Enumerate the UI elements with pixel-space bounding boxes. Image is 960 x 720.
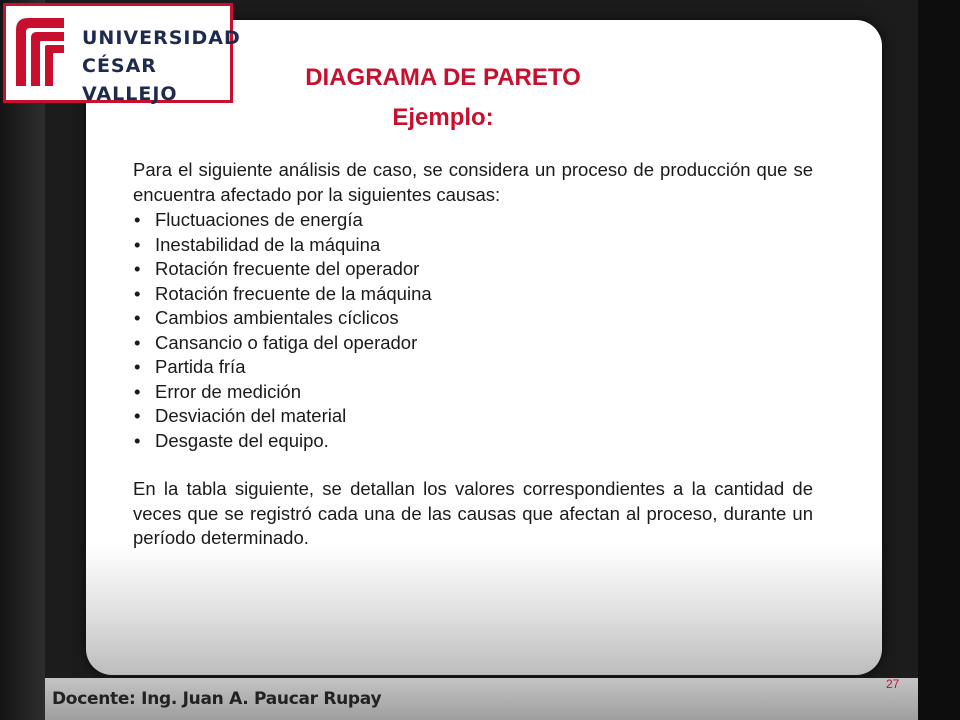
logo-line-2: CÉSAR VALLEJO (82, 55, 178, 105)
slide-title: DIAGRAMA DE PARETO (305, 64, 581, 91)
slide-body (133, 158, 813, 551)
right-background-strip (918, 0, 960, 720)
intro-paragraph: Para el siguiente análisis de caso, se considera un proceso de producción que se encuentra afectado por la siguientes causas: (133, 159, 813, 205)
list-item: • Inestabilidad de la máquina (133, 233, 813, 258)
list-item: • Rotación frecuente del operador (133, 257, 813, 282)
list-item: • Error de medición (133, 380, 813, 405)
instructor-credit: Docente: Ing. Juan A. Paucar Rupay (52, 689, 382, 709)
causes-list (133, 208, 813, 453)
list-item: • Cansancio o fatiga del operador (133, 331, 813, 356)
list-item: • Desgaste del equipo. (133, 429, 813, 454)
list-item: • Fluctuaciones de energía (133, 208, 813, 233)
list-item: • Partida fría (133, 355, 813, 380)
list-item: • Rotación frecuente de la máquina (133, 282, 813, 307)
list-item: • Cambios ambientales cíclicos (133, 306, 813, 331)
page-number: 27 (886, 677, 900, 691)
slide-subtitle: Ejemplo: (392, 104, 494, 131)
logo-line-1: UNIVERSIDAD (82, 27, 241, 49)
list-item: • Desviación del material (133, 404, 813, 429)
outro-paragraph: En la tabla siguiente, se detallan los valores correspondientes a la cantidad de veces que se registró cada una de las causas que afectan al proceso, durante un período determinado. (133, 478, 813, 548)
